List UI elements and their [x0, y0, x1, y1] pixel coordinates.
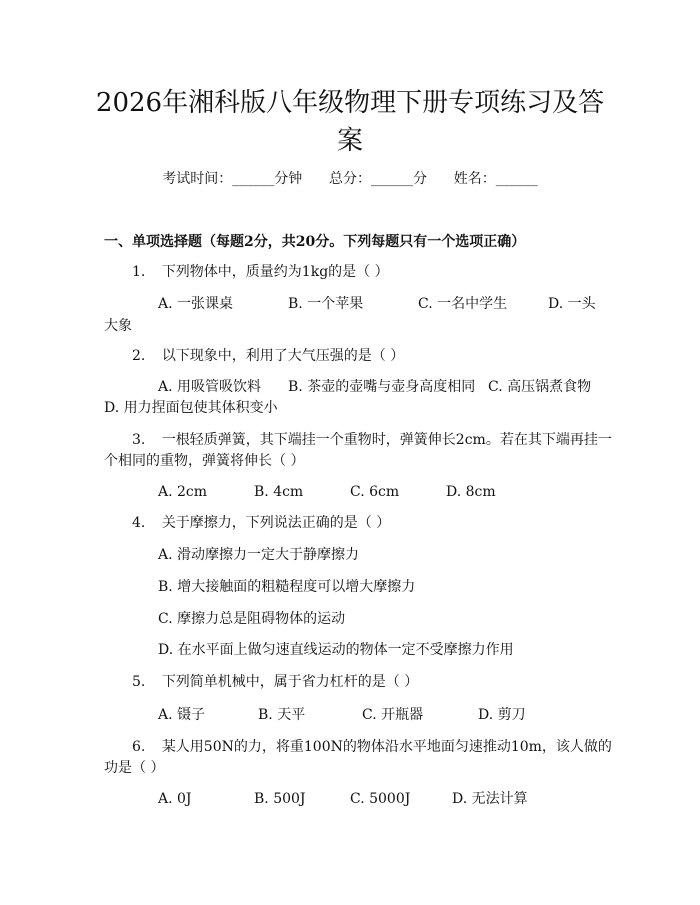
exam-meta-line: 考试时间：______分钟 总分：______分 姓名：______	[162, 171, 538, 187]
question-5-option-d: D. 剪刀	[478, 707, 526, 723]
question-6-option-d: D. 无法计算	[452, 791, 528, 807]
question-text: 下列物体中，质量约为1kg的是（ ）	[161, 264, 389, 280]
question-2-option-b: B. 茶壶的壶嘴与壶身高度相同	[288, 379, 476, 395]
question-text: 关于摩擦力，下列说法正确的是（ ）	[161, 515, 391, 531]
question-number: 6.	[132, 739, 146, 755]
question-4-stem	[132, 513, 390, 533]
question-5-option-c: C. 开瓶器	[362, 707, 424, 723]
question-1-option-c: C. 一名中学生	[418, 296, 508, 312]
question-3-option-d: D. 8cm	[446, 484, 496, 500]
title-line-2: 案	[336, 126, 363, 156]
question-3-option-b: B. 4cm	[254, 484, 304, 500]
question-3-continuation: 个相同的重物，弹簧将伸长（ ）	[104, 453, 305, 469]
question-6-continuation: 功是（ ）	[104, 760, 165, 776]
question-1-stem	[132, 262, 389, 282]
question-4-option-b: B. 增大接触面的粗糙程度可以增大摩擦力	[158, 579, 416, 595]
question-number: 1.	[132, 264, 146, 280]
question-text: 某人用50N的力，将重100N的物体沿水平地面匀速推动10m，该人做的	[161, 739, 612, 755]
section-heading: 一、单项选择题（每题2分，共20分。下列每题只有一个选项正确）	[104, 234, 526, 250]
question-3-stem	[132, 430, 612, 450]
question-3-option-a: A. 2cm	[158, 484, 208, 500]
question-6-stem	[132, 737, 612, 757]
question-2-stem	[132, 346, 404, 366]
question-2-option-c: C. 高压锅煮食物	[488, 379, 592, 395]
question-2-option-d: D. 用力捏面包使其体积变小	[104, 400, 278, 416]
question-number: 3.	[132, 432, 146, 448]
question-2-option-a: A. 用吸管吸饮料	[158, 379, 262, 395]
question-1-option-a: A. 一张课桌	[158, 296, 234, 312]
question-4-option-d: D. 在水平面上做匀速直线运动的物体一定不受摩擦力作用	[158, 642, 514, 658]
question-number: 5.	[132, 674, 146, 690]
question-3-option-c: C. 6cm	[350, 484, 400, 500]
question-1-continuation: 大象	[104, 318, 132, 334]
page-title	[95, 84, 605, 160]
question-1-option-d: D. 一头	[548, 296, 596, 312]
question-5-stem	[132, 672, 418, 692]
question-number: 2.	[132, 348, 146, 364]
question-text: 一根轻质弹簧，其下端挂一个重物时，弹簧伸长2cm。若在其下端再挂一	[161, 432, 612, 448]
question-number: 4.	[132, 515, 146, 531]
question-4-option-c: C. 摩擦力总是阻碍物体的运动	[158, 611, 346, 627]
question-text: 以下现象中，利用了大气压强的是（ ）	[161, 348, 405, 364]
question-5-option-b: B. 天平	[258, 707, 306, 723]
question-4-option-a: A. 滑动摩擦力一定大于静摩擦力	[158, 547, 360, 563]
question-6-option-a: A. 0J	[158, 791, 192, 807]
question-6-option-c: C. 5000J	[350, 791, 411, 807]
question-5-option-a: A. 镊子	[158, 707, 206, 723]
question-6-option-b: B. 500J	[254, 791, 306, 807]
question-1-option-b: B. 一个苹果	[288, 296, 364, 312]
question-text: 下列简单机械中，属于省力杠杆的是（ ）	[161, 674, 419, 690]
title-line-1: 2026年湘科版八年级物理下册专项练习及答	[95, 88, 605, 118]
